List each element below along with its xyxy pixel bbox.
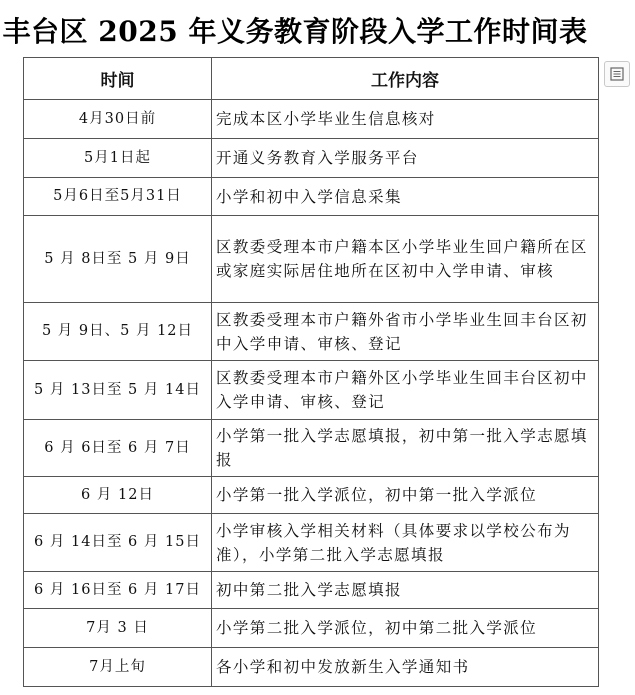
table-row xyxy=(24,477,599,514)
table-row xyxy=(24,420,599,477)
table-row xyxy=(24,361,599,420)
row-time: 5 月 8日至 5 月 9日 xyxy=(24,216,212,303)
table-row xyxy=(24,572,599,609)
table-row xyxy=(24,648,599,687)
row-time: 7月 3 日 xyxy=(24,609,212,648)
table-header-row xyxy=(24,58,599,100)
row-work: 小学和初中入学信息采集 xyxy=(212,178,599,216)
row-work: 小学第二批入学派位，初中第二批入学派位 xyxy=(212,609,599,648)
row-work: 初中第二批入学志愿填报 xyxy=(212,572,599,609)
row-time: 6 月 12日 xyxy=(24,477,212,514)
table-row xyxy=(24,100,599,139)
schedule-table xyxy=(23,57,599,687)
row-work: 各小学和初中发放新生入学通知书 xyxy=(212,648,599,687)
row-time: 5 月 9日、5 月 12日 xyxy=(24,303,212,361)
document-icon-glyph xyxy=(609,66,625,82)
table-row xyxy=(24,514,599,572)
table-row xyxy=(24,216,599,303)
table-row xyxy=(24,139,599,178)
table-row xyxy=(24,609,599,648)
row-time: 4月30日前 xyxy=(24,100,212,139)
row-work: 小学审核入学相关材料（具体要求以学校公布为准），小学第二批入学志愿填报 xyxy=(212,514,599,572)
row-time: 5 月 13日至 5 月 14日 xyxy=(24,361,212,420)
row-work: 区教委受理本市户籍外区小学毕业生回丰台区初中入学申请、审核、登记 xyxy=(212,361,599,420)
row-time: 5月6日至5月31日 xyxy=(24,178,212,216)
row-time: 7月上旬 xyxy=(24,648,212,687)
row-work: 小学第一批入学志愿填报，初中第一批入学志愿填报 xyxy=(212,420,599,477)
header-time: 时间 xyxy=(24,58,212,100)
row-work: 区教委受理本市户籍外省市小学毕业生回丰台区初中入学申请、审核、登记 xyxy=(212,303,599,361)
row-time: 6 月 14日至 6 月 15日 xyxy=(24,514,212,572)
row-work: 完成本区小学毕业生信息核对 xyxy=(212,100,599,139)
page-title: 丰台区 2025 年义务教育阶段入学工作时间表 xyxy=(2,15,588,48)
row-work: 区教委受理本市户籍本区小学毕业生回户籍所在区或家庭实际居住地所在区初中入学申请、审核 xyxy=(212,216,599,303)
table-row xyxy=(24,303,599,361)
document-icon[interactable] xyxy=(604,61,630,87)
table-row xyxy=(24,178,599,216)
header-work: 工作内容 xyxy=(212,58,599,100)
row-work: 开通义务教育入学服务平台 xyxy=(212,139,599,178)
row-work: 小学第一批入学派位，初中第一批入学派位 xyxy=(212,477,599,514)
row-time: 6 月 16日至 6 月 17日 xyxy=(24,572,212,609)
row-time: 6 月 6日至 6 月 7日 xyxy=(24,420,212,477)
row-time: 5月1日起 xyxy=(24,139,212,178)
